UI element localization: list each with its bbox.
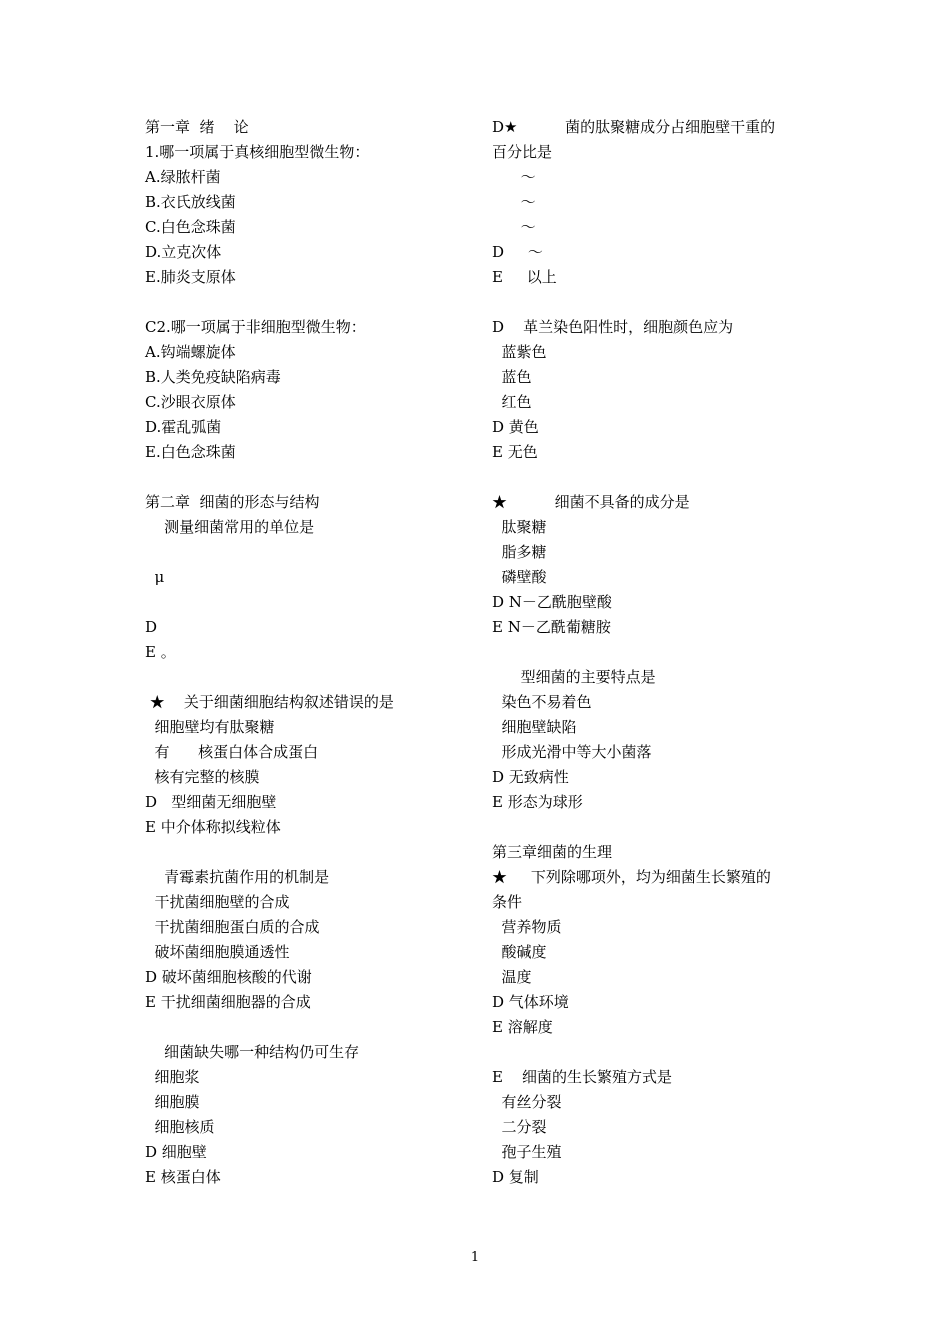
answer-option: ～ (492, 218, 536, 236)
spacer (145, 290, 465, 315)
answer-option: D 无致病性 (492, 768, 569, 786)
question-text: 细菌缺失哪一种结构仍可生存 (145, 1043, 360, 1061)
answer-option: C.沙眼衣原体 (145, 393, 236, 411)
answer-option: D 黄色 (492, 418, 539, 436)
chapter-heading: 第二章 细菌的形态与结构 (145, 493, 320, 511)
answer-option: D.立克次体 (145, 243, 222, 261)
spacer (492, 465, 822, 490)
answer-option: 营养物质 (492, 918, 562, 936)
answer-option: 细胞壁均有肽聚糖 (145, 718, 275, 736)
answer-option: D N－乙酰胞壁酸 (492, 593, 612, 611)
spacer (492, 1040, 822, 1065)
answer-option: 孢子生殖 (492, 1143, 562, 1161)
answer-option: D (145, 618, 158, 636)
question-text: C2.哪一项属于非细胞型微生物： (145, 318, 366, 336)
answer-option: E 形态为球形 (492, 793, 583, 811)
answer-option: B.衣氏放线菌 (145, 193, 236, 211)
answer-option: 有 核蛋白体合成蛋白 (145, 743, 319, 761)
question-text: D 革兰染色阳性时，细胞颜色应为 (492, 318, 734, 336)
answer-option: D ～ (492, 243, 543, 261)
answer-option: ～ (492, 168, 536, 186)
answer-option: 蓝色 (492, 368, 532, 386)
answer-option: 核有完整的核膜 (145, 768, 260, 786)
spacer (145, 1015, 465, 1040)
chapter-heading: 第一章 绪 论 (145, 118, 249, 136)
answer-option: E 核蛋白体 (145, 1168, 221, 1186)
question-text: ★ 关于细菌细胞结构叙述错误的是 (145, 693, 394, 711)
spacer (145, 590, 465, 615)
answer-option: E.肺炎支原体 (145, 268, 236, 286)
answer-option: 细胞核质 (145, 1118, 215, 1136)
right-column (492, 115, 822, 1190)
answer-option: 二分裂 (492, 1118, 547, 1136)
question-text: ★ 细菌不具备的成分是 (492, 493, 690, 511)
spacer (145, 465, 465, 490)
spacer (145, 840, 465, 865)
spacer (492, 815, 822, 840)
question-text: 型细菌的主要特点是 (492, 668, 656, 686)
answer-option: 干扰菌细胞壁的合成 (145, 893, 290, 911)
answer-option: B.人类免疫缺陷病毒 (145, 368, 281, 386)
question-text: E 细菌的生长繁殖方式是 (492, 1068, 673, 1086)
answer-option: μ (145, 568, 165, 586)
answer-option: 脂多糖 (492, 543, 547, 561)
answer-option: E 干扰细菌细胞器的合成 (145, 993, 311, 1011)
answer-option: D 复制 (492, 1168, 539, 1186)
question-text: ★ 下列除哪项外，均为细菌生长繁殖的 (492, 868, 771, 886)
answer-option: 干扰菌细胞蛋白质的合成 (145, 918, 320, 936)
answer-option: 酸碱度 (492, 943, 547, 961)
answer-option: A.绿脓杆菌 (145, 168, 221, 186)
question-text: 百分比是 (492, 143, 553, 161)
answer-option: E N－乙酰葡糖胺 (492, 618, 611, 636)
question-text: 条件 (492, 893, 523, 911)
spacer (492, 640, 822, 665)
answer-option: D.霍乱弧菌 (145, 418, 222, 436)
question-text: 青霉素抗菌作用的机制是 (145, 868, 330, 886)
question-text: D★ 菌的肽聚糖成分占细胞壁干重的 (492, 118, 776, 136)
question-text: 1.哪一项属于真核细胞型微生物： (145, 143, 370, 161)
answer-option: 破坏菌细胞膜通透性 (145, 943, 290, 961)
page-number: 1 (470, 1250, 480, 1265)
answer-option: 细胞浆 (145, 1068, 200, 1086)
answer-option: 有丝分裂 (492, 1093, 562, 1111)
answer-option: 肽聚糖 (492, 518, 547, 536)
answer-option: E.白色念珠菌 (145, 443, 236, 461)
answer-option: 红色 (492, 393, 532, 411)
left-column (145, 115, 465, 1190)
answer-option: 细胞壁缺陷 (492, 718, 577, 736)
answer-option: 温度 (492, 968, 532, 986)
chapter-heading: 第三章细菌的生理 (492, 843, 613, 861)
answer-option: E 无色 (492, 443, 538, 461)
answer-option: ～ (492, 193, 536, 211)
answer-option: E 。 (145, 643, 176, 661)
spacer (145, 665, 465, 690)
answer-option: 蓝紫色 (492, 343, 547, 361)
answer-option: 形成光滑中等大小菌落 (492, 743, 652, 761)
answer-option: C.白色念珠菌 (145, 218, 236, 236)
question-text: 测量细菌常用的单位是 (145, 518, 315, 536)
answer-option: D 破坏菌细胞核酸的代谢 (145, 968, 312, 986)
answer-option: D 型细菌无细胞壁 (145, 793, 277, 811)
spacer (145, 540, 465, 565)
answer-option: A.钩端螺旋体 (145, 343, 236, 361)
answer-option: D 细胞壁 (145, 1143, 207, 1161)
answer-option: 染色不易着色 (492, 693, 592, 711)
spacer (492, 290, 822, 315)
answer-option: 磷壁酸 (492, 568, 547, 586)
answer-option: D 气体环境 (492, 993, 569, 1011)
answer-option: E 中介体称拟线粒体 (145, 818, 281, 836)
answer-option: 细胞膜 (145, 1093, 200, 1111)
answer-option: E 以上 (492, 268, 557, 286)
answer-option: E 溶解度 (492, 1018, 553, 1036)
